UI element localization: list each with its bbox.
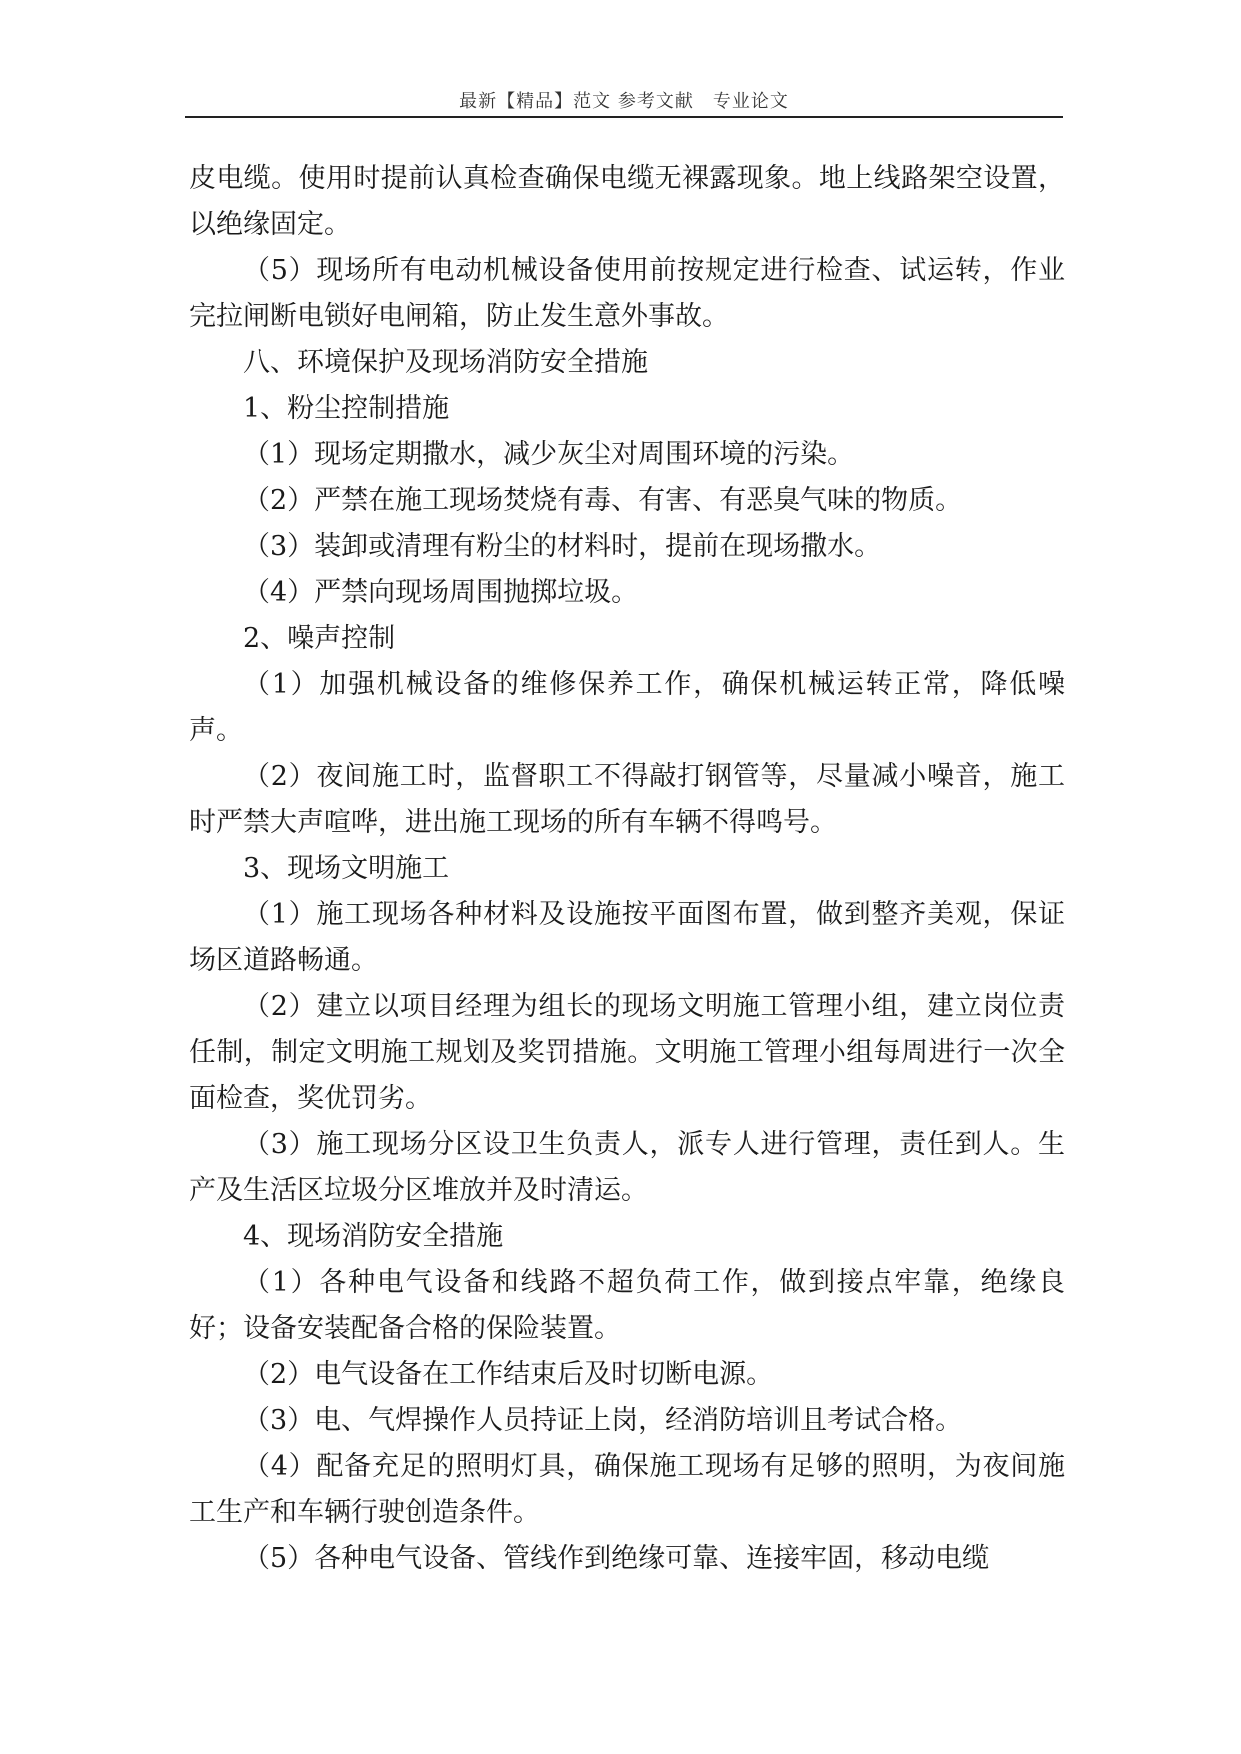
list-item: （3）施工现场分区设卫生负责人，派专人进行管理，责任到人。生产及生活区垃圾分区堆放并及时清运。 xyxy=(189,1129,1065,1206)
list-item: （3）装卸或清理有粉尘的材料时，提前在现场撒水。 xyxy=(243,531,882,562)
list-item: （1）现场定期撒水，减少灰尘对周围环境的污染。 xyxy=(243,439,855,470)
list-item: （2）夜间施工时，监督职工不得敲打钢管等，尽量减小噪音，施工时严禁大声喧哗，进出施工现场的所有车辆不得鸣号。 xyxy=(189,761,1065,838)
list-item: （2）电气设备在工作结束后及时切断电源。 xyxy=(243,1359,774,1390)
page-header: 最新【精品】范文 参考文献 专业论文 xyxy=(459,91,789,112)
list-item: （1）各种电气设备和线路不超负荷工作，做到接点牢靠，绝缘良好；设备安装配备合格的保险装置。 xyxy=(189,1267,1065,1344)
header-divider xyxy=(185,116,1063,118)
subsection-heading-1: 1、粉尘控制措施 xyxy=(243,393,450,424)
list-item: （4）配备充足的照明灯具，确保施工现场有足够的照明，为夜间施工生产和车辆行驶创造条件。 xyxy=(189,1451,1065,1528)
paragraph-2: （5）现场所有电动机械设备使用前按规定进行检查、试运转，作业完拉闸断电锁好电闸箱，防止发生意外事故。 xyxy=(189,255,1065,332)
list-item: （2）建立以项目经理为组长的现场文明施工管理小组，建立岗位责任制，制定文明施工规划及奖罚措施。文明施工管理小组每周进行一次全面检查，奖优罚劣。 xyxy=(189,991,1065,1114)
paragraph-1: 皮电缆。使用时提前认真检查确保电缆无裸露现象。地上线路架空设置，以绝缘固定。 xyxy=(189,163,1065,240)
list-item: （1）加强机械设备的维修保养工作，确保机械运转正常，降低噪声。 xyxy=(189,669,1065,746)
section-heading-8: 八、环境保护及现场消防安全措施 xyxy=(243,347,648,378)
document-body xyxy=(189,156,1065,1582)
subsection-heading-2: 2、噪声控制 xyxy=(243,623,396,654)
subsection-heading-3: 3、现场文明施工 xyxy=(243,853,450,884)
subsection-heading-4: 4、现场消防安全措施 xyxy=(243,1221,504,1252)
list-item: （2）严禁在施工现场焚烧有毒、有害、有恶臭气味的物质。 xyxy=(243,485,963,516)
list-item: （3）电、气焊操作人员持证上岗，经消防培训且考试合格。 xyxy=(243,1405,963,1436)
list-item: （4）严禁向现场周围抛掷垃圾。 xyxy=(243,577,639,608)
list-item: （1）施工现场各种材料及设施按平面图布置，做到整齐美观，保证场区道路畅通。 xyxy=(189,899,1065,976)
list-item: （5）各种电气设备、管线作到绝缘可靠、连接牢固，移动电缆 xyxy=(243,1543,990,1574)
